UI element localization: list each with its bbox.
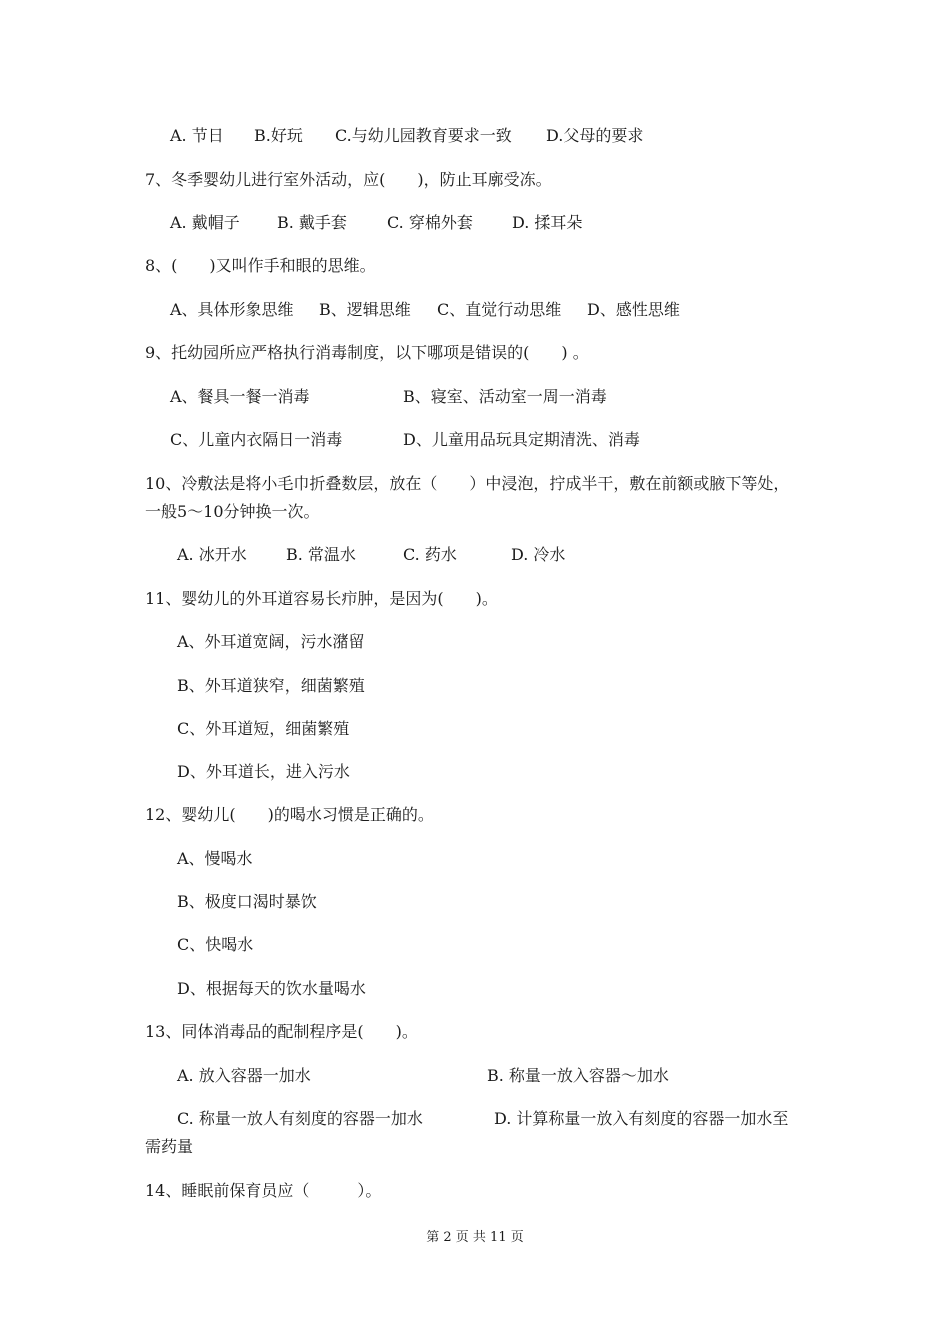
option-c: C、外耳道短，细菌繁殖 — [177, 719, 350, 738]
option-d: D. 计算称量一放入有刻度的容器一加水至 — [494, 1109, 789, 1128]
option-a: A、具体形象思维 — [170, 300, 294, 319]
option-d: D、感性思维 — [587, 300, 680, 319]
option-c: C.与幼儿园教育要求一致 — [335, 126, 512, 145]
option-b: B、外耳道狭窄，细菌繁殖 — [177, 676, 365, 695]
option-a: A、餐具一餐一消毒 — [170, 387, 310, 406]
option-b: B.好玩 — [254, 126, 303, 145]
option-d: D、外耳道长，进入污水 — [177, 762, 350, 781]
option-d-continued: 需药量 — [145, 1137, 194, 1156]
option-b: B. 常温水 — [286, 545, 356, 564]
option-d: D、根据每天的饮水量喝水 — [177, 979, 366, 998]
option-c: C. 穿棉外套 — [387, 213, 473, 232]
option-b: B、极度口渴时暴饮 — [177, 892, 317, 911]
page-number-footer: 第 2 页 共 11 页 — [426, 1230, 524, 1245]
question-stem: 9、托幼园所应严格执行消毒制度，以下哪项是错误的( ) 。 — [145, 343, 589, 362]
option-a: A. 节日 — [170, 126, 224, 145]
option-a: A. 冰开水 — [177, 545, 247, 564]
option-a: A、外耳道宽阔，污水潴留 — [177, 632, 365, 651]
question-stem: 7、冬季婴幼儿进行室外活动，应( )，防止耳廓受冻。 — [145, 170, 552, 189]
option-d: D、儿童用品玩具定期清洗、消毒 — [403, 430, 640, 449]
option-a: A. 放入容器一加水 — [177, 1066, 311, 1085]
question-stem: 12、婴幼儿( )的喝水习惯是正确的。 — [145, 805, 434, 824]
option-b: B. 称量一放入容器～加水 — [487, 1066, 669, 1085]
question-stem: 13、同体消毒品的配制程序是( )。 — [145, 1022, 418, 1041]
option-c: C、直觉行动思维 — [437, 300, 562, 319]
option-c: C. 称量一放人有刻度的容器一加水 — [177, 1109, 423, 1128]
option-a: A、慢喝水 — [177, 849, 253, 868]
option-c: C. 药水 — [403, 545, 457, 564]
option-d: D.父母的要求 — [546, 126, 644, 145]
question-stem: 11、婴幼儿的外耳道容易长疖肿，是因为( )。 — [145, 589, 498, 608]
option-b: B、逻辑思维 — [319, 300, 411, 319]
option-b: B、寝室、活动室一周一消毒 — [403, 387, 607, 406]
option-b: B. 戴手套 — [277, 213, 347, 232]
option-c: C、儿童内衣隔日一消毒 — [170, 430, 343, 449]
question-stem: 10、冷敷法是将小毛巾折叠数层，放在（ ）中浸泡，拧成半干，敷在前额或腋下等处， — [145, 474, 790, 493]
option-d: D. 揉耳朵 — [512, 213, 583, 232]
question-stem: 14、睡眠前保育员应（ ）。 — [145, 1181, 382, 1200]
option-a: A. 戴帽子 — [170, 213, 240, 232]
option-d: D. 冷水 — [511, 545, 566, 564]
question-stem-continued: 一般5～10分钟换一次。 — [145, 502, 320, 521]
option-c: C、快喝水 — [177, 935, 254, 954]
question-stem: 8、( )又叫作手和眼的思维。 — [145, 256, 376, 275]
